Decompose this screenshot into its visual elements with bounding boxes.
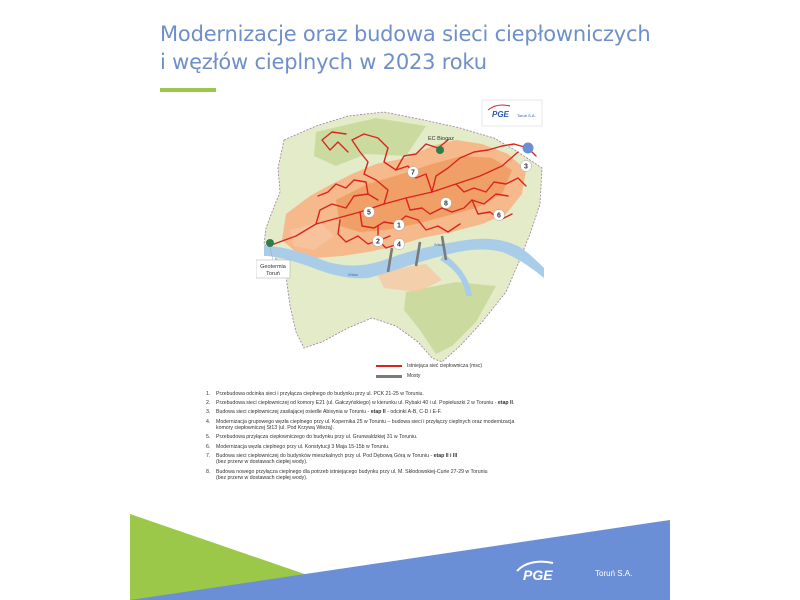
svg-text:7: 7 — [411, 169, 415, 177]
project-item — [206, 391, 536, 398]
title-line-1: Modernizacje oraz budowa sieci ciepłowniczych — [160, 22, 651, 46]
project-number: 8. — [206, 468, 211, 475]
marker-7 — [408, 167, 419, 178]
project-list — [206, 391, 536, 484]
legend-bridges-swatch — [376, 375, 402, 378]
map-logo-brand: PGE — [492, 110, 509, 119]
title-accent-bar — [160, 88, 216, 92]
project-text: Przebudowa sieci ciepłowniczej od komory E21 (ul. Gałczyńskiego) w kierunku ul. Rybaki 40 i ul. Popiełuszki 2 w Toruniu - etap II. — [216, 400, 515, 407]
infographic-sheet — [130, 0, 670, 600]
project-number: 2. — [206, 400, 211, 407]
project-number: 1. — [206, 391, 211, 397]
project-text: Przebudowa przyłącza ciepłowniczego do budynku przy ul. Grunwaldzkiej 31 w Toruniu. — [216, 434, 418, 441]
project-text: Budowa nowego przyłącza cieplnego dla potrzeb istniejącego budynku przy ul. M. Skłodowskiej-Curie 27-29 w Toruniu (bez przerw w dostawach ciepłej wody). — [216, 468, 488, 482]
project-number: 3. — [206, 409, 211, 416]
svg-text:6: 6 — [497, 212, 501, 220]
geotermia-label-line-2: Toruń — [266, 271, 280, 277]
project-number: 6. — [206, 443, 211, 450]
svg-text:2: 2 — [376, 238, 380, 246]
legend-bridges-label: Mosty — [407, 373, 421, 379]
heat-plant-dot — [523, 143, 534, 154]
project-text: Budowa sieci ciepłowniczej zasilającej osiedle Abisynia w Toruniu - etap II - odcinki A-B, C-D i E-F. — [216, 409, 442, 416]
project-number: 7. — [206, 452, 211, 459]
heat-network-map — [256, 96, 546, 376]
project-item — [206, 444, 536, 451]
map-legend — [376, 361, 482, 381]
svg-text:3: 3 — [524, 163, 528, 171]
project-number: 4. — [206, 418, 211, 425]
page-title — [160, 20, 660, 76]
svg-text:4: 4 — [397, 241, 401, 249]
geotermia-label — [256, 260, 290, 278]
marker-6 — [494, 210, 505, 221]
marker-5 — [364, 207, 375, 218]
footer-band — [130, 500, 670, 600]
project-item — [206, 434, 536, 441]
map-logo-company: Toruń S.A. — [517, 113, 536, 118]
project-item — [206, 409, 536, 416]
pge-logo — [515, 559, 590, 583]
legend-network-row — [376, 361, 482, 371]
legend-network-label: Istniejąca sieć ciepłownicza (msc) — [407, 363, 483, 369]
project-item — [206, 400, 536, 407]
marker-3 — [521, 161, 532, 172]
geotermia-source-dot — [266, 239, 274, 247]
project-text: Modernizacja węzła cieplnego przy ul. Konstytucji 3 Maja 15-15b w Toruniu. — [216, 443, 390, 450]
legend-network-swatch — [376, 365, 402, 367]
project-item — [206, 419, 536, 432]
ec-biogaz-label: EC Biogaz — [428, 136, 454, 142]
project-text: Modernizacja grupowego węzła cieplnego przy ul. Kopernika 25 w Toruniu – budowa sieci i przyłączy cieplnych oraz modernizacja komory ciepłowniczej St13 (ul. Pod Krzywą Wieżą). — [216, 418, 515, 432]
svg-text:5: 5 — [367, 209, 371, 217]
pge-logo-text: PGE — [523, 567, 553, 583]
project-item — [206, 469, 536, 482]
ec-biogaz-source-dot — [436, 146, 444, 154]
river-label-1: Wisła — [434, 242, 444, 247]
marker-4 — [394, 239, 405, 250]
svg-text:8: 8 — [444, 200, 448, 208]
marker-8 — [441, 198, 452, 209]
footer-company-name: Toruń S.A. — [595, 569, 633, 578]
title-line-2: i węzłów cieplnych w 2023 roku — [160, 50, 487, 74]
project-number: 5. — [206, 434, 211, 441]
map-logo-box — [482, 100, 542, 126]
marker-1 — [394, 220, 405, 231]
project-item — [206, 453, 536, 466]
svg-text:1: 1 — [397, 222, 401, 230]
project-text: Budowa sieci ciepłowniczej do budynków mieszkalnych przy ul. Pod Dębową Górą w Toruniu - etap II i III (bez przerw w dostawach ciepłej wody). — [216, 452, 458, 466]
river-label-2: Wisła — [348, 272, 358, 277]
marker-2 — [373, 236, 384, 247]
geotermia-label-line-1: Geotermia — [260, 264, 286, 270]
project-text: Przebudowa odcinka sieci i przyłącza cieplnego do budynku przy ul. PCK 21-25 w Toruniu. — [216, 391, 424, 397]
legend-bridges-row — [376, 371, 482, 381]
